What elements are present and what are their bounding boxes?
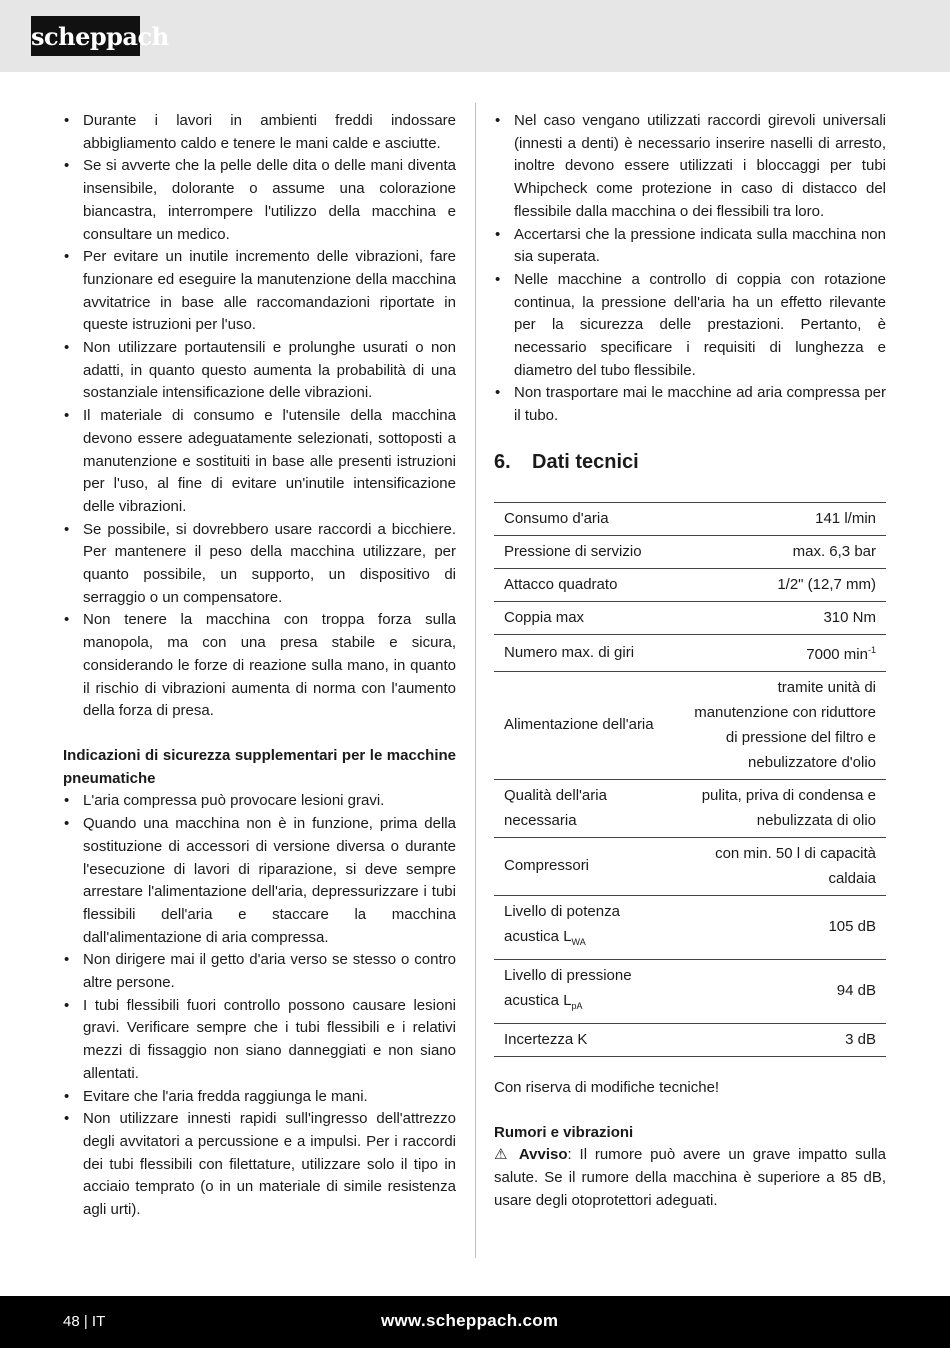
section-title: Dati tecnici (532, 450, 639, 473)
table-row (494, 634, 886, 671)
spec-value: 310 Nm (684, 601, 886, 634)
spec-label: Alimentazione dell'aria (494, 671, 684, 779)
table-row (494, 535, 886, 568)
list-item: • Non dirigere mai il getto d'aria verso se stesso o contro altre persone. (63, 949, 456, 994)
left-column (63, 110, 456, 1222)
table-row (494, 959, 886, 1023)
noise-warning-paragraph (494, 1144, 886, 1212)
list-item: • Il materiale di consumo e l'utensile della macchina devono essere adeguatamente selezionati, sottoposti a manutenzione e sostituiti in base alle presenti istruzioni per l'uso, al fine di evitare un'inutile intensificazione delle vibrazioni. (63, 405, 456, 519)
table-row (494, 601, 886, 634)
spec-value-exponent: -1 (867, 644, 876, 655)
spec-value-text: 7000 min (806, 645, 868, 663)
spec-label-subscript: pA (571, 1000, 583, 1011)
spec-label: Pressione di servizio (494, 535, 684, 568)
spec-label-text: Livello di pressione acustica L (504, 966, 632, 1009)
list-item: • Non tenere la macchina con troppa forza sulla manopola, ma con una presa stabile e sicura, considerando le forze di reazione sulla mano, in quanto il rischio di vibrazioni aumenta di norma con l'aumento della forza di presa. (63, 609, 456, 723)
spec-value (684, 634, 886, 671)
spec-value: 3 dB (684, 1023, 886, 1056)
spec-label: Coppia max (494, 601, 684, 634)
noise-vibration-heading: Rumori e vibrazioni (494, 1123, 634, 1141)
section-heading (494, 450, 886, 474)
technical-changes-note: Con riserva di modifiche tecniche! (494, 1078, 720, 1096)
section-number: 6. (494, 450, 511, 473)
list-item: • Nelle macchine a controllo di coppia con rotazione continua, la pressione dell'aria ha un effetto rilevante per la sicurezza delle prestazioni. Pertanto, è necessario specificare i requisiti di lunghezza e diametro del tubo flessibile. (494, 269, 886, 383)
table-row (494, 837, 886, 895)
spec-value: 1/2" (12,7 mm) (684, 568, 886, 601)
hose-safety-list (494, 110, 886, 428)
list-item: • I tubi flessibili fuori controllo possono causare lesioni gravi. Verificare sempre che i tubi flessibili e i relativi mezzi di fissaggio non siano danneggiati e non siano allentati. (63, 995, 456, 1086)
pneumatic-safety-heading: Indicazioni di sicurezza supplementari per le macchine pneumatiche (63, 746, 456, 787)
list-item: • L'aria compressa può provocare lesioni gravi. (63, 790, 456, 813)
spec-label: Consumo d'aria (494, 502, 684, 535)
spec-label-text: Livello di potenza acustica L (504, 902, 620, 945)
spec-label: Numero max. di giri (494, 634, 684, 671)
spec-label: Compressori (494, 837, 684, 895)
spec-label (494, 959, 684, 1023)
vibration-safety-list (63, 110, 456, 723)
list-item: • Per evitare un inutile incremento delle vibrazioni, fare funzionare ed eseguire la manutenzione della macchina avvitatrice in base alle raccomandazioni riportate in queste istruzioni per l'uso. (63, 246, 456, 337)
page-header (0, 0, 950, 72)
table-row (494, 1023, 886, 1056)
list-item: • Non utilizzare innesti rapidi sull'ingresso dell'attrezzo degli avvitatori a percussione e a impulsi. Per i raccordi dei tubi flessibili con filettature, utilizzare solo il tipo in acciaio temprato (o in un materiale di simile resistenza agli urti). (63, 1108, 456, 1222)
page-number: 48 | IT (63, 1313, 106, 1330)
list-item: • Evitare che l'aria fredda raggiunga le mani. (63, 1086, 456, 1109)
spec-label: Qualità dell'aria necessaria (494, 779, 684, 837)
list-item: • Non trasportare mai le macchine ad aria compressa per il tubo. (494, 382, 886, 427)
table-row (494, 895, 886, 959)
spec-value: max. 6,3 bar (684, 535, 886, 568)
spec-value: con min. 50 l di capacità caldaia (684, 837, 886, 895)
spec-value: pulita, priva di condensa e nebulizzata di olio (684, 779, 886, 837)
spec-label (494, 895, 684, 959)
page-footer (0, 1296, 950, 1348)
website-link[interactable]: www.scheppach.com (381, 1311, 559, 1330)
table-row (494, 502, 886, 535)
list-item: • Se possibile, si dovrebbero usare raccordi a bicchiere. Per mantenere il peso della macchina utilizzare, per quanto possibile, un supporto, un dispositivo di serraggio o un compensatore. (63, 519, 456, 610)
pneumatic-safety-list (63, 790, 456, 1221)
list-item: • Se si avverte che la pelle delle dita o delle mani diventa insensibile, dolorante o assume una colorazione biancastra, interrompere l'utilizzo della macchina e consultare un medico. (63, 155, 456, 246)
spec-label: Incertezza K (494, 1023, 684, 1056)
warning-label: Avviso (518, 1146, 568, 1164)
scheppach-logo: scheppach (31, 16, 140, 56)
list-item: • Quando una macchina non è in funzione, prima della sostituzione di accessori di versione diversa o durante l'esecuzione di lavori di riparazione, si deve sempre arrestare l'alimentazione dell'aria, depressurizzare i tubi flessibili dell'aria e staccare la macchina dall'alimentazione di aria compressa. (63, 813, 456, 949)
spec-value: 141 l/min (684, 502, 886, 535)
right-column (494, 110, 886, 1212)
warning-icon: ⚠ (494, 1146, 512, 1164)
technical-data-table (494, 502, 886, 1057)
list-item: • Nel caso vengano utilizzati raccordi girevoli universali (innesti a denti) è necessario inserire naselli di arresto, inoltre devono essere utilizzati i bloccaggi per tubi Whipcheck come protezione in caso di distacco del flessibile dalla macchina o dei flessibili tra loro. (494, 110, 886, 224)
list-item: • Durante i lavori in ambienti freddi indossare abbigliamento caldo e tenere le mani calde e asciutte. (63, 110, 456, 155)
spec-value: 94 dB (684, 959, 886, 1023)
spec-value: tramite unità di manutenzione con riduttore di pressione del filtro e nebulizzatore d'olio (684, 671, 886, 779)
table-row (494, 568, 886, 601)
spec-value: 105 dB (684, 895, 886, 959)
list-item: • Accertarsi che la pressione indicata sulla macchina non sia superata. (494, 224, 886, 269)
table-row (494, 671, 886, 779)
spec-label-subscript: WA (571, 936, 586, 947)
warning-text: : Il rumore può avere un grave impatto sulla salute. Se il rumore della macchina è superiore a 85 dB, usare degli otoprotettori adeguati. (494, 1146, 886, 1209)
table-row (494, 779, 886, 837)
list-item: • Non utilizzare portautensili e prolunghe usurati o non adatti, in quanto questo aumenta la probabilità di una sostanziale intensificazione delle vibrazioni. (63, 337, 456, 405)
spec-label: Attacco quadrato (494, 568, 684, 601)
column-divider (475, 103, 476, 1258)
